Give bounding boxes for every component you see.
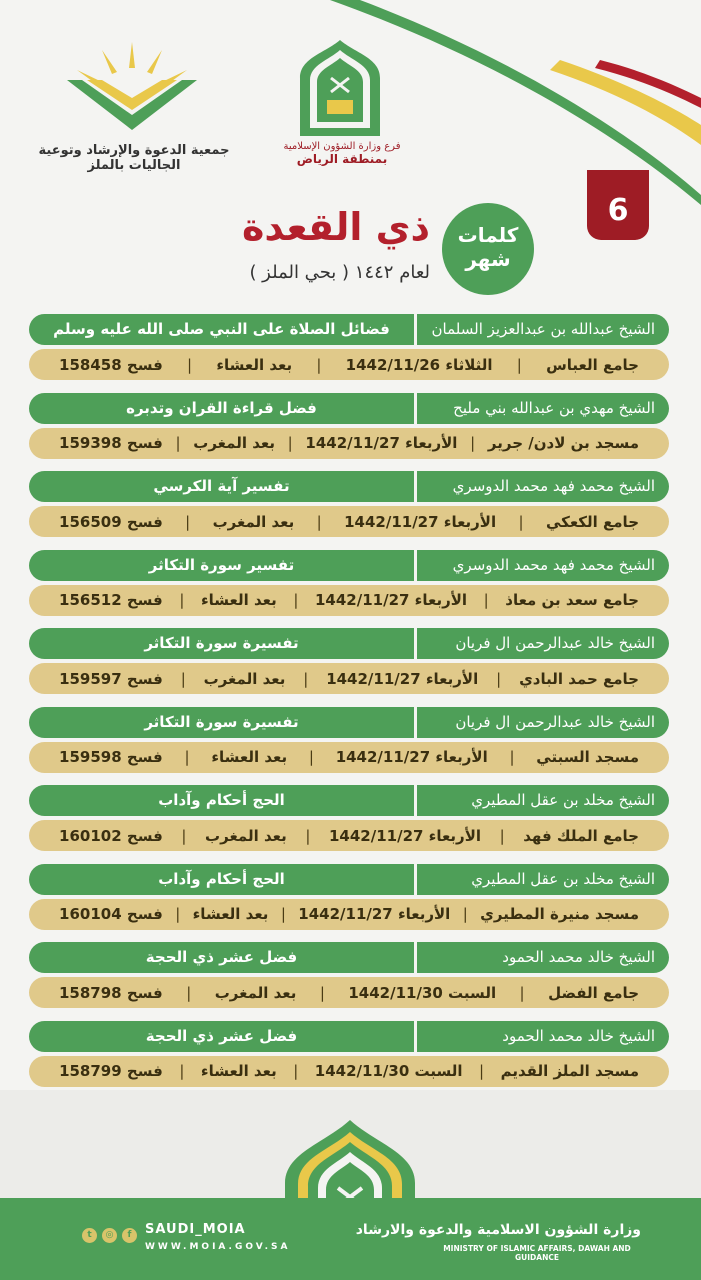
lecture-date: الأربعاء 1442/11/27	[315, 591, 468, 609]
facebook-icon[interactable]: f	[122, 1228, 137, 1243]
separator: |	[303, 669, 309, 688]
separator: |	[184, 748, 190, 766]
lecture-entry	[29, 393, 669, 472]
row-divider	[414, 628, 417, 659]
separator: |	[181, 826, 187, 845]
mosque-name: جامع العباس	[546, 355, 639, 374]
mosque-name: مسجد الملز القديم	[500, 1062, 639, 1080]
lecture-details-row	[29, 1056, 669, 1087]
lecture-topic: فضل قراءة القران وتدبره	[126, 398, 317, 417]
circle-line-1: كلمات	[457, 223, 519, 247]
lecture-time: بعد العشاء	[192, 905, 269, 923]
lecture-header-row	[29, 1021, 669, 1052]
lecture-header-row	[29, 393, 669, 424]
branch-line-1: فرع وزارة الشؤون الإسلامية	[283, 141, 401, 152]
ministry-name-arabic: وزارة الشؤون الاسلامية والدعوة والارشاد	[355, 1222, 641, 1238]
lecture-time: بعد العشاء	[200, 1062, 277, 1080]
lecture-header-row	[29, 314, 669, 345]
row-divider	[414, 942, 417, 973]
separator: |	[462, 905, 468, 923]
sheikh-name: الشيخ خالد محمد الحمود	[502, 1026, 655, 1045]
twitter-icon[interactable]: t	[82, 1228, 97, 1243]
permit-number: فسح 160102	[59, 826, 163, 845]
lecture-header-row	[29, 864, 669, 895]
row-divider	[414, 471, 417, 502]
separator: |	[187, 355, 193, 374]
lecture-time: بعد العشاء	[216, 355, 293, 374]
website-link[interactable]: WWW.MOIA.GOV.SA	[145, 1242, 291, 1252]
lecture-entry	[29, 314, 669, 393]
sheikh-name: الشيخ خالد عبدالرحمن ال فريان	[455, 634, 655, 652]
lecture-time: بعد العشاء	[200, 591, 277, 609]
sheikh-name: الشيخ مخلد بن عقل المطيري	[471, 791, 655, 809]
permit-number: فسح 156509	[59, 512, 163, 531]
permit-number: فسح 158799	[59, 1062, 163, 1080]
mosque-name: جامع الفضل	[548, 983, 639, 1002]
row-divider	[414, 1021, 417, 1052]
lecture-date: الأربعاء 1442/11/27	[298, 905, 451, 923]
lecture-topic: تفسيرة سورة التكاثر	[144, 634, 299, 652]
separator: |	[509, 748, 515, 766]
separator: |	[186, 983, 192, 1002]
lecture-details-row	[29, 428, 669, 459]
separator: |	[287, 434, 293, 452]
lecture-details-row	[29, 663, 669, 694]
permit-number: فسح 159398	[59, 434, 163, 452]
sheikh-name: الشيخ محمد فهد محمد الدوسري	[452, 555, 655, 574]
separator: |	[479, 1062, 485, 1080]
lecture-time: بعد المغرب	[205, 826, 287, 845]
lecture-header-row	[29, 550, 669, 581]
page-title: ذي القعدة	[241, 205, 430, 249]
lecture-date: السبت 1442/11/30	[314, 1062, 463, 1080]
monthly-words-circle	[442, 203, 534, 295]
separator: |	[175, 434, 181, 452]
row-divider	[414, 550, 417, 581]
lecture-topic: فضائل الصلاة على النبي صلى الله عليه وسلم	[53, 320, 390, 338]
separator: |	[516, 355, 522, 374]
lecture-date: الأربعاء 1442/11/27	[344, 512, 497, 531]
permit-number: فسح 156512	[59, 591, 163, 609]
mosque-name: جامع حمد البادي	[519, 669, 639, 688]
lecture-header-row	[29, 785, 669, 816]
row-divider	[414, 864, 417, 895]
permit-number: فسح 160104	[59, 905, 163, 923]
mosque-name: جامع الكعكي	[545, 512, 639, 531]
lecture-details-row	[29, 977, 669, 1008]
ministry-branch-name	[272, 140, 412, 166]
mosque-name: مسجد السبتي	[536, 748, 639, 766]
lecture-entry	[29, 550, 669, 629]
sheikh-name: الشيخ خالد محمد الحمود	[502, 948, 655, 966]
row-divider	[414, 314, 417, 345]
separator: |	[179, 591, 185, 609]
lecture-time: بعد المغرب	[193, 434, 275, 452]
mosque-name: جامع الملك فهد	[523, 826, 639, 845]
separator: |	[293, 591, 299, 609]
lecture-details-row	[29, 742, 669, 773]
branch-line-2: بمنطقة الرياض	[296, 152, 388, 166]
sheikh-name: الشيخ مخلد بن عقل المطيري	[471, 869, 655, 888]
lecture-topic: الحج أحكام وآداب	[158, 791, 285, 809]
permit-number: فسح 158798	[59, 983, 163, 1002]
permit-number: فسح 159597	[59, 669, 163, 688]
lecture-header-row	[29, 942, 669, 973]
permit-number: فسح 158458	[59, 355, 163, 374]
separator: |	[518, 512, 524, 531]
lecture-date: الأربعاء 1442/11/27	[328, 826, 482, 845]
row-divider	[414, 785, 417, 816]
separator: |	[179, 1062, 185, 1080]
separator: |	[280, 905, 286, 923]
permit-number: فسح 159598	[59, 748, 163, 766]
lecture-time: بعد المغرب	[212, 512, 295, 531]
page-subtitle: لعام ١٤٤٢ ( بحي الملز )	[249, 262, 430, 283]
lecture-time: بعد المغرب	[214, 983, 297, 1002]
separator: |	[316, 355, 322, 374]
lecture-topic: تفسير سورة التكاثر	[148, 555, 295, 574]
lecture-entry	[29, 942, 669, 1021]
lecture-date: الأربعاء 1442/11/27	[326, 669, 479, 688]
separator: |	[180, 669, 186, 688]
lecture-topic: تفسيرة سورة التكاثر	[144, 712, 299, 731]
lecture-header-row	[29, 628, 669, 659]
instagram-icon[interactable]: ◎	[102, 1228, 117, 1243]
separator: |	[293, 1062, 299, 1080]
separator: |	[175, 905, 181, 923]
issue-number-badge: 6	[587, 170, 649, 240]
row-divider	[414, 393, 417, 424]
lecture-date: الأربعاء 1442/11/27	[305, 434, 458, 452]
separator: |	[316, 512, 322, 531]
separator: |	[483, 591, 489, 609]
lecture-time: بعد العشاء	[211, 748, 288, 766]
separator: |	[305, 826, 311, 845]
circle-line-2: شهر	[465, 247, 511, 271]
ministry-emblem-logo	[295, 38, 385, 138]
lecture-entry	[29, 1021, 669, 1100]
lecture-details-row	[29, 585, 669, 616]
lecture-entry	[29, 628, 669, 707]
separator: |	[319, 983, 325, 1002]
lecture-topic: الحج أحكام وآداب	[158, 869, 285, 888]
lecture-date: الثلاثاء 1442/11/26	[345, 355, 493, 374]
association-logo	[62, 40, 202, 135]
social-handle: SAUDI_MOIA	[145, 1222, 246, 1237]
sheikh-name: الشيخ محمد فهد محمد الدوسري	[452, 477, 655, 495]
lecture-date: السبت 1442/11/30	[348, 983, 497, 1002]
lecture-header-row	[29, 707, 669, 738]
lecture-entry	[29, 471, 669, 550]
lecture-topic: فضل عشر ذي الحجة	[145, 948, 298, 966]
lecture-list	[29, 314, 669, 1099]
association-name: جمعية الدعوة والإرشاد وتوعية الجاليات بالملز	[38, 143, 230, 173]
separator: |	[185, 512, 191, 531]
lecture-time: بعد المغرب	[203, 669, 286, 688]
mosque-name: مسجد بن لادن/ جرير	[487, 434, 639, 452]
lecture-entry	[29, 707, 669, 786]
lecture-details-row	[29, 506, 669, 537]
separator: |	[496, 669, 502, 688]
mosque-name: مسجد منيرة المطيري	[480, 905, 639, 923]
lecture-header-row	[29, 471, 669, 502]
ministry-name-english: MINISTRY OF ISLAMIC AFFAIRS, DAWAH AND GUIDANCE	[443, 1244, 631, 1262]
separator: |	[499, 826, 505, 845]
lecture-details-row	[29, 899, 669, 930]
lecture-date: الأربعاء 1442/11/27	[335, 748, 488, 766]
lecture-details-row	[29, 820, 669, 851]
separator: |	[519, 983, 525, 1002]
separator: |	[470, 434, 476, 452]
separator: |	[308, 748, 314, 766]
mosque-name: جامع سعد بن معاذ	[505, 591, 639, 609]
lecture-details-row	[29, 349, 669, 380]
row-divider	[414, 707, 417, 738]
sheikh-name: الشيخ عبدالله بن عبدالعزيز السلمان	[431, 320, 655, 338]
lecture-entry	[29, 785, 669, 864]
lecture-topic: فضل عشر ذي الحجة	[145, 1026, 298, 1045]
sheikh-name: الشيخ خالد عبدالرحمن ال فريان	[455, 712, 655, 731]
lecture-topic: تفسير آية الكرسي	[153, 477, 290, 495]
lecture-entry	[29, 864, 669, 943]
sheikh-name: الشيخ مهدي بن عبدالله بني مليح	[453, 398, 655, 417]
